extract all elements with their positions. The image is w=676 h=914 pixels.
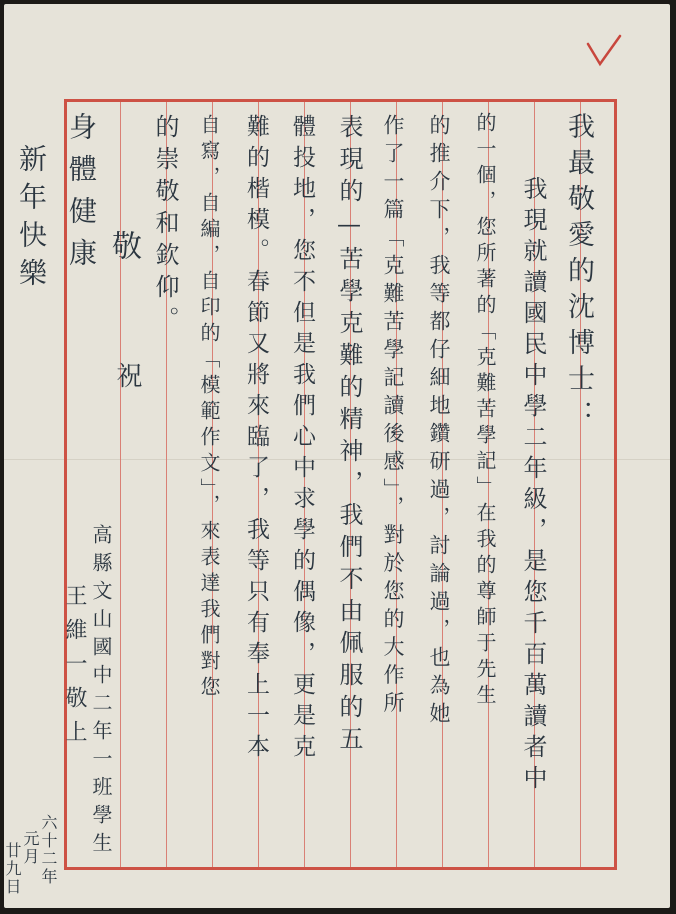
letter-body-line: 自寫，自編，自印的「模範作文」，來表達我們對您 bbox=[197, 114, 221, 702]
letter-body-line: 的崇敬和欽仰。 bbox=[151, 114, 179, 338]
letter-body-line: 的推介下，我等都仔細地鑽研過，討論過，也為她 bbox=[427, 114, 451, 730]
closing-wish: 祝 bbox=[112, 362, 142, 397]
date-line: 元月 bbox=[21, 830, 40, 866]
letter-body-line: 作了一篇「克難苦學記讀後感」，對於您的大作所 bbox=[381, 114, 405, 720]
closing-respect: 敬 bbox=[106, 230, 141, 269]
letter-body-line: 我現就讀國民中學二年級，是您千百萬讀者中 bbox=[519, 176, 547, 796]
date-line: 廿九日 bbox=[3, 842, 22, 896]
wish-health: 身體健康 bbox=[65, 112, 98, 280]
letter-body-line: 的一個，您所著的「克難苦學記」在我的尊師于先生 bbox=[473, 112, 497, 710]
sender-school: 高縣文山國中二年一班學生 bbox=[89, 524, 113, 860]
ruled-line bbox=[120, 102, 121, 867]
wish-new-year: 新年快樂 bbox=[15, 144, 48, 296]
letter-sheet bbox=[4, 4, 670, 908]
sender-name: 王維一敬上 bbox=[62, 584, 87, 754]
letter-body-line: 難的楷模。春節又將來臨了，我等只有奉上一本 bbox=[243, 114, 269, 765]
letter-body-line: 表現的—苦學克難的精神，我們不由佩服的五 bbox=[335, 114, 363, 758]
check-mark-icon bbox=[584, 32, 624, 72]
letter-salutation: 我最敬愛的沈博士： bbox=[563, 112, 594, 436]
letter-body-line: 體投地，您不但是我們心中求學的偶像，更是克 bbox=[289, 114, 315, 765]
date-line: 六十二年 bbox=[39, 814, 58, 886]
